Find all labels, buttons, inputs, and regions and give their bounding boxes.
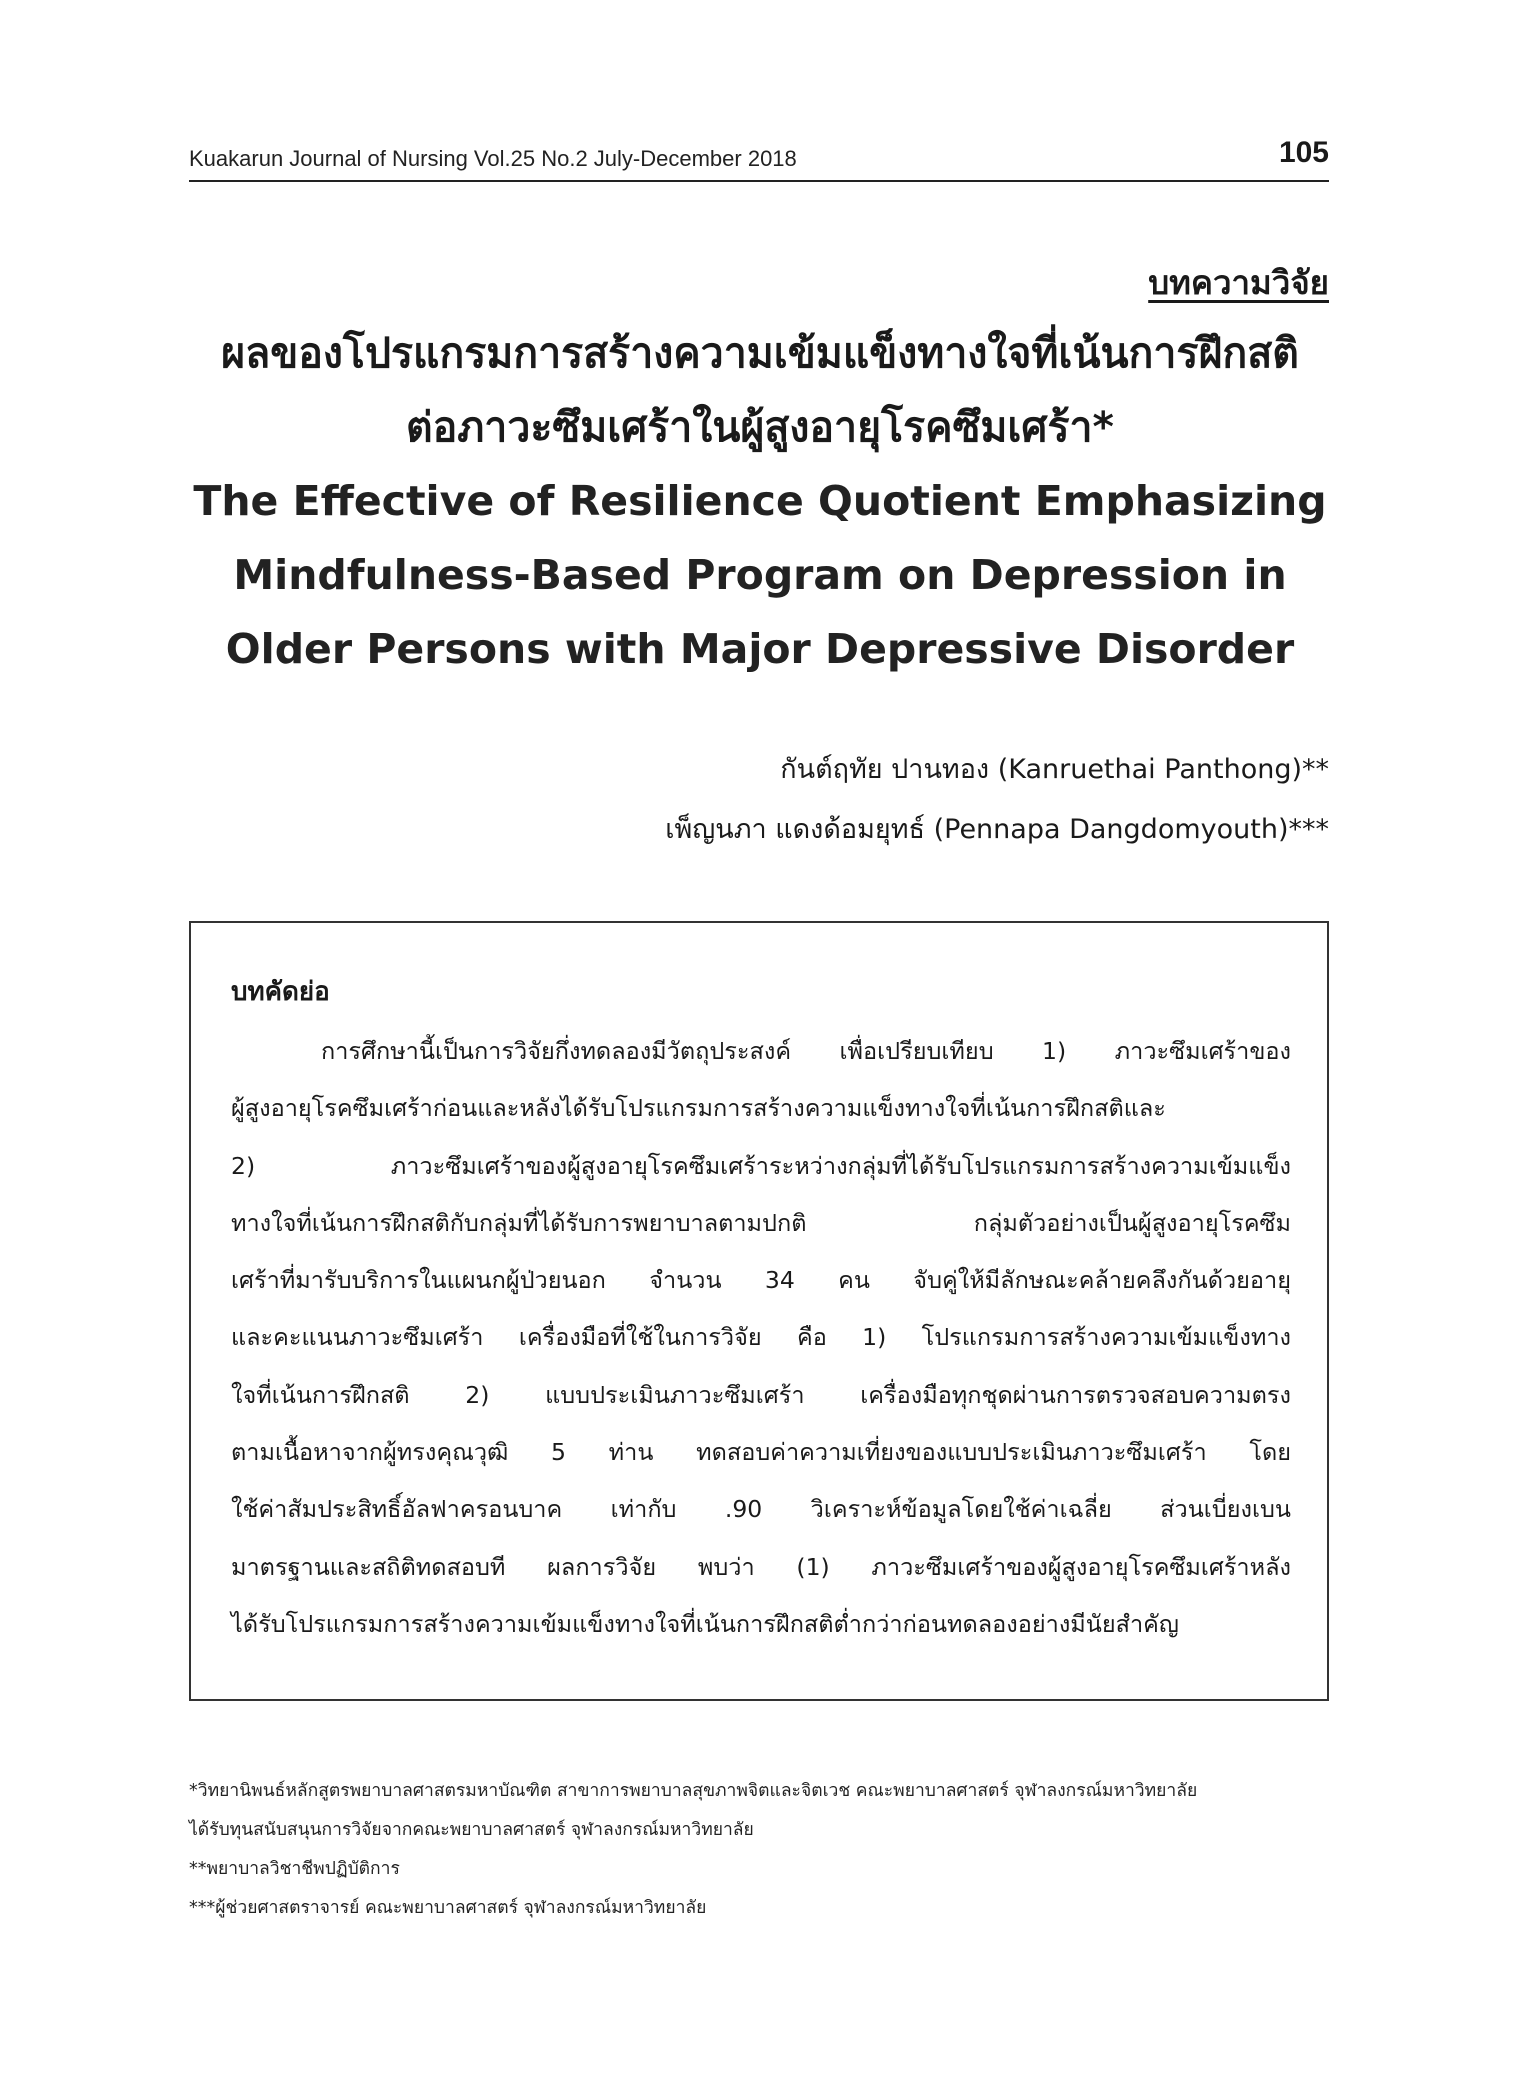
author-2: เพ็ญนภา แดงด้อมยุทธ์ (Pennapa Dangdomyouth)*** (665, 814, 1329, 845)
page-number: 105 (1278, 136, 1329, 169)
running-header (189, 136, 1329, 182)
abstract-line: ใช้ค่าสัมประสิทธิ์อัลฟาครอนบาค เท่ากับ .90 วิเคราะห์ข้อมูลโดยใช้ค่าเฉลี่ย ส่วนเบี่ยงเบน (231, 1495, 1291, 1524)
footnote-funding: ได้รับทุนสนับสนุนการวิจัยจากคณะพยาบาลศาสตร์ จุฬาลงกรณ์มหาวิทยาลัย (189, 1820, 754, 1840)
abstract-line: 2) ภาวะซึมเศร้าของผู้สูงอายุโรคซึมเศร้าระหว่างกลุ่มที่ได้รับโปรแกรมการสร้างความเข้มแข็ง (231, 1151, 1291, 1180)
footnote-thesis: *วิทยานิพนธ์หลักสูตรพยาบาลศาสตรมหาบัณฑิต สาขาการพยาบาลสุขภาพจิตและจิตเวช คณะพยาบาลศาสตร์ จุฬาลงกรณ์มหาวิทยาลัย (189, 1781, 1198, 1801)
article-title (150, 316, 1370, 686)
abstract-line: ทางใจที่เน้นการฝึกสติกับกลุ่มที่ได้รับการพยาบาลตามปกติ กลุ่มตัวอย่างเป็นผู้สูงอายุโรคซึม (231, 1208, 1291, 1237)
author-1: กันต์ฤทัย ปานทอง (Kanruethai Panthong)** (780, 754, 1329, 785)
abstract-heading: บทคัดย่อ (231, 977, 330, 1007)
abstract-line: และคะแนนภาวะซึมเศร้า เครื่องมือที่ใช้ในการวิจัย คือ 1) โปรแกรมการสร้างความเข้มแข็งทาง (231, 1323, 1291, 1352)
abstract-line: ได้รับโปรแกรมการสร้างความเข้มแข็งทางใจที่เน้นการฝึกสติต่ำกว่าก่อนทดลองอย่างมีนัยสำคัญ (231, 1609, 1179, 1638)
abstract-line: เศร้าที่มารับบริการในแผนกผู้ป่วยนอก จำนวน 34 คน จับคู่ให้มีลักษณะคล้ายคลึงกันด้วยอายุ (231, 1266, 1291, 1295)
footnote-author-2: ***ผู้ช่วยศาสตราจารย์ คณะพยาบาลศาสตร์ จุฬาลงกรณ์มหาวิทยาลัย (189, 1898, 707, 1918)
abstract-line: มาตรฐานและสถิติทดสอบที ผลการวิจัย พบว่า (1) ภาวะซึมเศร้าของผู้สูงอายุโรคซึมเศร้าหลัง (231, 1552, 1291, 1581)
title-english-line-3: Older Persons with Major Depressive Disorder (225, 625, 1295, 673)
abstract-box (189, 921, 1329, 1701)
author-list (665, 740, 1329, 860)
abstract-body (231, 1023, 1291, 1653)
abstract-line: ผู้สูงอายุโรคซึมเศร้าก่อนและหลังได้รับโปรแกรมการสร้างความแข็งทางใจที่เน้นการฝึกสติและ (231, 1094, 1166, 1123)
section-label: บทความวิจัย (1148, 263, 1329, 302)
title-english-line-2: Mindfulness-Based Program on Depression in (233, 551, 1287, 599)
footnotes (189, 1772, 1339, 1928)
title-thai-line-1: ผลของโปรแกรมการสร้างความเข้มแข็งทางใจที่เน้นการฝึกสติ (221, 329, 1299, 377)
title-thai-line-2: ต่อภาวะซึมเศร้าในผู้สูงอายุโรคซึมเศร้า* (406, 403, 1114, 451)
footnote-author-1: **พยาบาลวิชาชีพปฏิบัติการ (189, 1859, 400, 1879)
abstract-line: ตามเนื้อหาจากผู้ทรงคุณวุฒิ 5 ท่าน ทดสอบค่าความเที่ยงของแบบประเมินภาวะซึมเศร้า โดย (231, 1438, 1291, 1467)
journal-citation: Kuakarun Journal of Nursing Vol.25 No.2 July-December 2018 (189, 146, 797, 171)
abstract-line: การศึกษานี้เป็นการวิจัยกึ่งทดลองมีวัตถุประสงค์ เพื่อเปรียบเทียบ 1) ภาวะซึมเศร้าของ (321, 1037, 1291, 1065)
abstract-line: ใจที่เน้นการฝึกสติ 2) แบบประเมินภาวะซึมเศร้า เครื่องมือทุกชุดผ่านการตรวจสอบความตรง (231, 1380, 1291, 1409)
title-english-line-1: The Effective of Resilience Quotient Emphasizing (193, 477, 1327, 525)
